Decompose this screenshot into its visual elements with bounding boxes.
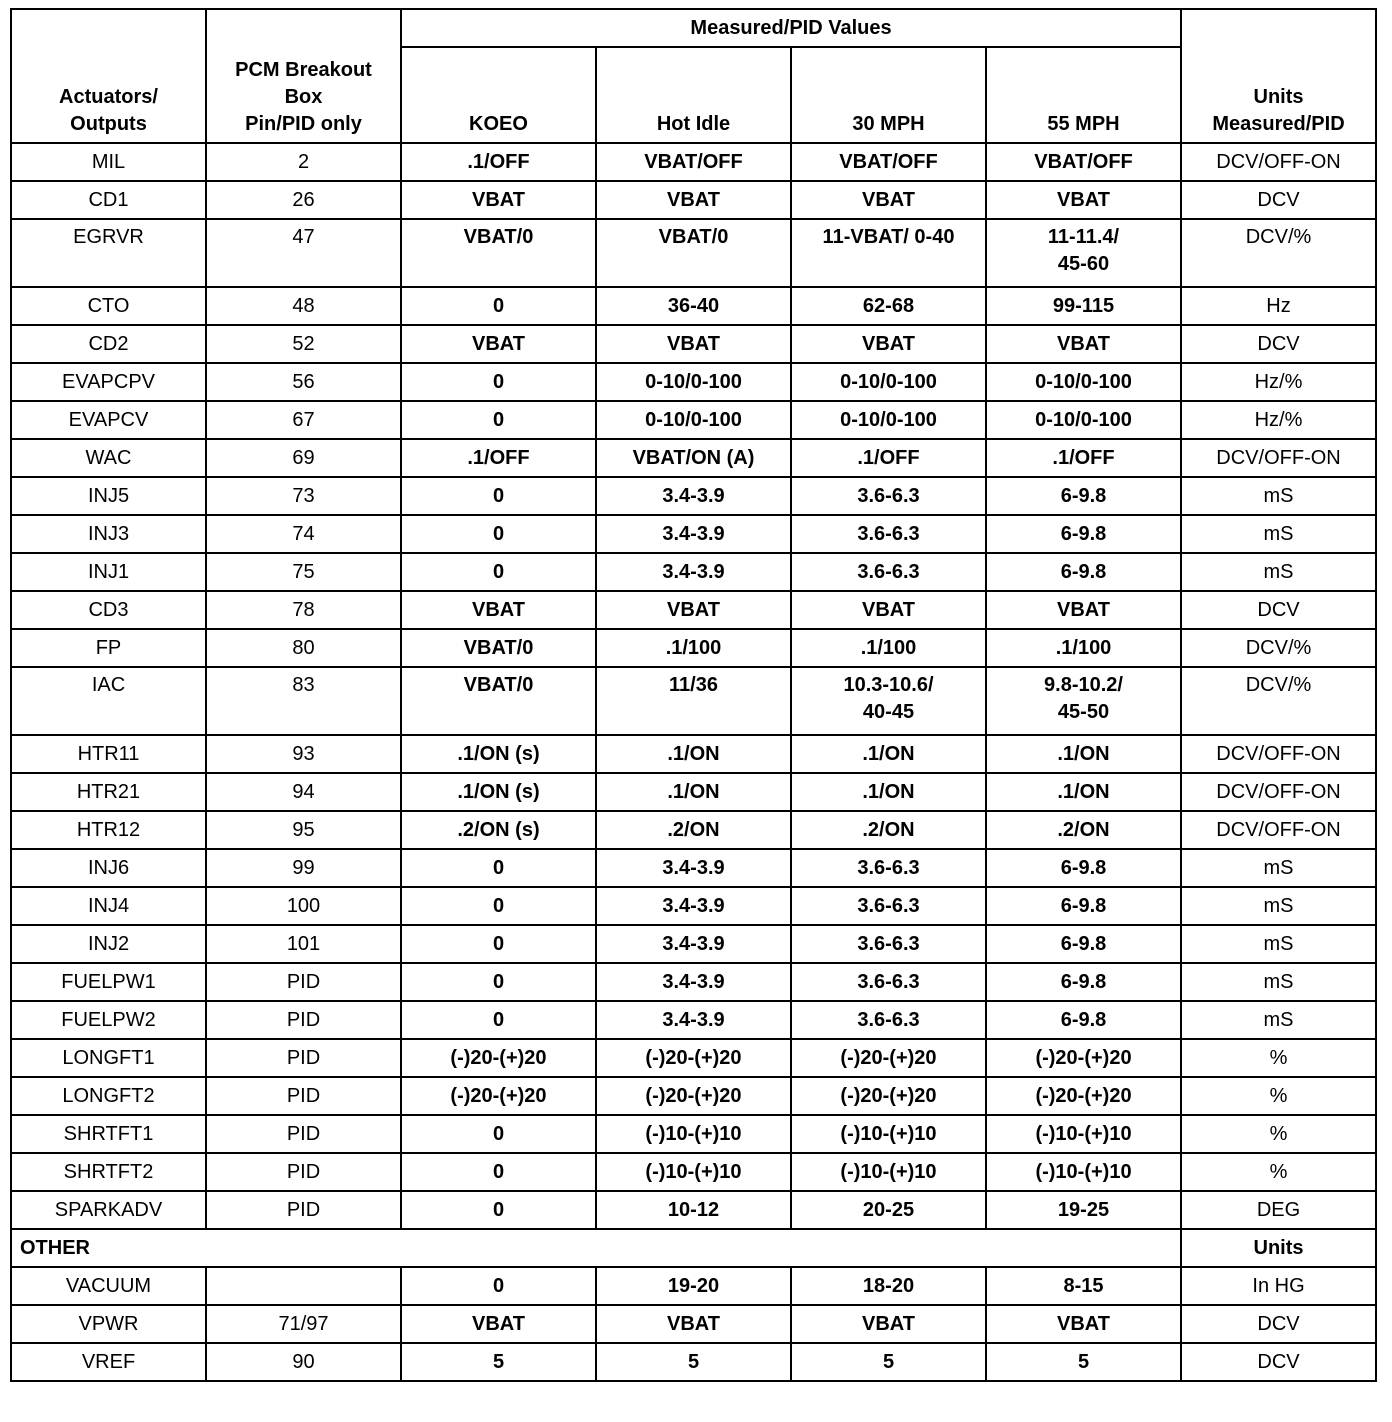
pcm-values-sheet (10, 8, 1375, 1382)
table-row (11, 515, 1376, 553)
actuator-name: CD1 (11, 181, 206, 219)
units-cell: DCV/OFF-ON (1181, 773, 1376, 811)
mph30-value: 3.6-6.3 (791, 553, 986, 591)
pin-cell: 69 (206, 439, 401, 477)
pin-cell: PID (206, 1039, 401, 1077)
table-row (11, 667, 1376, 735)
mph55-value: 8-15 (986, 1267, 1181, 1305)
actuator-name: CD3 (11, 591, 206, 629)
mph30-value: 10.3-10.6/ 40-45 (791, 667, 986, 735)
koeo-value: 0 (401, 849, 596, 887)
mph30-value: 3.6-6.3 (791, 963, 986, 1001)
actuator-name: FUELPW1 (11, 963, 206, 1001)
table-row (11, 1191, 1376, 1229)
hot-idle-value: 0-10/0-100 (596, 401, 791, 439)
mph55-value: 9.8-10.2/ 45-50 (986, 667, 1181, 735)
mph55-value: 6-9.8 (986, 963, 1181, 1001)
col-header-pcm-pin: PCM Breakout Box Pin/PID only (206, 9, 401, 143)
units-cell: DCV/OFF-ON (1181, 439, 1376, 477)
table-row (11, 1077, 1376, 1115)
pin-cell: 90 (206, 1343, 401, 1381)
table-row (11, 143, 1376, 181)
mph30-value: .1/OFF (791, 439, 986, 477)
units-cell: Hz/% (1181, 363, 1376, 401)
hot-idle-value: VBAT (596, 181, 791, 219)
table-row (11, 1039, 1376, 1077)
table-row (11, 363, 1376, 401)
table-row (11, 477, 1376, 515)
mph55-value: 0-10/0-100 (986, 401, 1181, 439)
mph30-value: (-)10-(+)10 (791, 1153, 986, 1191)
mph55-value: 6-9.8 (986, 1001, 1181, 1039)
pin-cell: PID (206, 963, 401, 1001)
mph55-value: 5 (986, 1343, 1181, 1381)
pin-cell: 94 (206, 773, 401, 811)
actuator-name: INJ5 (11, 477, 206, 515)
actuator-name: IAC (11, 667, 206, 735)
hot-idle-value: VBAT/0 (596, 219, 791, 287)
other-label: OTHER (11, 1229, 1181, 1267)
koeo-value: 0 (401, 477, 596, 515)
pin-cell (206, 1267, 401, 1305)
table-row (11, 1305, 1376, 1343)
units-cell: Hz/% (1181, 401, 1376, 439)
actuator-name: VACUUM (11, 1267, 206, 1305)
koeo-value: 0 (401, 553, 596, 591)
hot-idle-value: .1/ON (596, 735, 791, 773)
units-cell: mS (1181, 925, 1376, 963)
mph55-value: 6-9.8 (986, 477, 1181, 515)
mph55-value: 6-9.8 (986, 887, 1181, 925)
pin-cell: 2 (206, 143, 401, 181)
hot-idle-value: 3.4-3.9 (596, 925, 791, 963)
mph55-value: VBAT (986, 591, 1181, 629)
units-cell: In HG (1181, 1267, 1376, 1305)
units-cell: DCV/% (1181, 219, 1376, 287)
col-header-actuators: Actuators/ Outputs (11, 9, 206, 143)
hot-idle-value: 3.4-3.9 (596, 477, 791, 515)
other-section (11, 1229, 1376, 1381)
hot-idle-value: VBAT (596, 591, 791, 629)
col-header-hot-idle: Hot Idle (596, 47, 791, 143)
koeo-value: (-)20-(+)20 (401, 1077, 596, 1115)
table-row (11, 925, 1376, 963)
actuator-name: VREF (11, 1343, 206, 1381)
actuator-name: CD2 (11, 325, 206, 363)
koeo-value: VBAT (401, 325, 596, 363)
mph55-value: VBAT (986, 325, 1181, 363)
units-cell: DCV (1181, 181, 1376, 219)
pin-cell: 48 (206, 287, 401, 325)
koeo-value: 0 (401, 401, 596, 439)
actuator-name: SPARKADV (11, 1191, 206, 1229)
mph55-value: (-)10-(+)10 (986, 1153, 1181, 1191)
units-cell: mS (1181, 963, 1376, 1001)
hot-idle-value: .2/ON (596, 811, 791, 849)
mph55-value: (-)20-(+)20 (986, 1077, 1181, 1115)
hot-idle-value: (-)20-(+)20 (596, 1039, 791, 1077)
mph30-value: 3.6-6.3 (791, 477, 986, 515)
units-cell: DCV/% (1181, 667, 1376, 735)
hot-idle-value: (-)10-(+)10 (596, 1153, 791, 1191)
mph30-value: 20-25 (791, 1191, 986, 1229)
pin-cell: 99 (206, 849, 401, 887)
actuator-name: FUELPW2 (11, 1001, 206, 1039)
hot-idle-value: 5 (596, 1343, 791, 1381)
mph30-value: VBAT (791, 1305, 986, 1343)
mph55-value: VBAT (986, 181, 1181, 219)
actuator-name: EGRVR (11, 219, 206, 287)
actuator-name: CTO (11, 287, 206, 325)
units-cell: Hz (1181, 287, 1376, 325)
hot-idle-value: VBAT/OFF (596, 143, 791, 181)
pin-cell: PID (206, 1077, 401, 1115)
mph30-value: .1/100 (791, 629, 986, 667)
units-cell: mS (1181, 1001, 1376, 1039)
table-row (11, 1115, 1376, 1153)
actuator-name: INJ4 (11, 887, 206, 925)
hot-idle-value: 3.4-3.9 (596, 515, 791, 553)
mph55-value: .1/ON (986, 735, 1181, 773)
mph55-value: .1/100 (986, 629, 1181, 667)
mph30-value: 3.6-6.3 (791, 925, 986, 963)
koeo-value: VBAT/0 (401, 667, 596, 735)
mph30-value: VBAT (791, 591, 986, 629)
mph30-value: (-)20-(+)20 (791, 1077, 986, 1115)
actuator-name: HTR21 (11, 773, 206, 811)
col-header-55mph: 55 MPH (986, 47, 1181, 143)
table-row (11, 963, 1376, 1001)
pin-cell: 100 (206, 887, 401, 925)
hot-idle-value: VBAT (596, 325, 791, 363)
mph30-value: 11-VBAT/ 0-40 (791, 219, 986, 287)
mph30-value: (-)20-(+)20 (791, 1039, 986, 1077)
units-cell: DCV/% (1181, 629, 1376, 667)
units-cell: DCV/OFF-ON (1181, 811, 1376, 849)
actuator-name: INJ1 (11, 553, 206, 591)
pin-cell: PID (206, 1191, 401, 1229)
mph30-value: VBAT (791, 181, 986, 219)
pin-cell: 52 (206, 325, 401, 363)
units-cell: mS (1181, 515, 1376, 553)
col-header-koeo: KOEO (401, 47, 596, 143)
units-cell: % (1181, 1077, 1376, 1115)
mph55-value: (-)10-(+)10 (986, 1115, 1181, 1153)
actuator-name: SHRTFT2 (11, 1153, 206, 1191)
mph30-value: 5 (791, 1343, 986, 1381)
units-cell: DCV (1181, 325, 1376, 363)
actuator-name: HTR11 (11, 735, 206, 773)
koeo-value: 0 (401, 1191, 596, 1229)
table-row (11, 591, 1376, 629)
mph30-value: .1/ON (791, 773, 986, 811)
mph55-value: .1/OFF (986, 439, 1181, 477)
pin-cell: PID (206, 1153, 401, 1191)
mph55-value: 99-115 (986, 287, 1181, 325)
units-cell: % (1181, 1039, 1376, 1077)
pin-cell: 93 (206, 735, 401, 773)
units-cell: DCV (1181, 1305, 1376, 1343)
hot-idle-value: 11/36 (596, 667, 791, 735)
koeo-value: 0 (401, 515, 596, 553)
units-cell: DCV (1181, 1343, 1376, 1381)
table-row (11, 773, 1376, 811)
hot-idle-value: VBAT/ON (A) (596, 439, 791, 477)
koeo-value: 0 (401, 963, 596, 1001)
mph30-value: (-)10-(+)10 (791, 1115, 986, 1153)
units-cell: DCV/OFF-ON (1181, 143, 1376, 181)
koeo-value: VBAT/0 (401, 219, 596, 287)
hot-idle-value: .1/100 (596, 629, 791, 667)
mph55-value: 6-9.8 (986, 849, 1181, 887)
hot-idle-value: 10-12 (596, 1191, 791, 1229)
mph55-value: VBAT (986, 1305, 1181, 1343)
hot-idle-value: 36-40 (596, 287, 791, 325)
mph55-value: .2/ON (986, 811, 1181, 849)
table-row (11, 287, 1376, 325)
hot-idle-value: (-)10-(+)10 (596, 1115, 791, 1153)
koeo-value: (-)20-(+)20 (401, 1039, 596, 1077)
mph30-value: 18-20 (791, 1267, 986, 1305)
units-cell: DCV/OFF-ON (1181, 735, 1376, 773)
koeo-value: VBAT (401, 591, 596, 629)
koeo-value: VBAT (401, 1305, 596, 1343)
koeo-value: 0 (401, 887, 596, 925)
koeo-value: VBAT (401, 181, 596, 219)
mph55-value: 0-10/0-100 (986, 363, 1181, 401)
units-cell: mS (1181, 477, 1376, 515)
mph55-value: 6-9.8 (986, 925, 1181, 963)
pid-values-table (10, 8, 1377, 1382)
other-units-label: Units (1181, 1229, 1376, 1267)
pin-cell: 83 (206, 667, 401, 735)
col-header-units: Units Measured/PID (1181, 9, 1376, 143)
table-row (11, 181, 1376, 219)
mph30-value: 62-68 (791, 287, 986, 325)
mph55-value: 19-25 (986, 1191, 1181, 1229)
mph30-value: 3.6-6.3 (791, 849, 986, 887)
actuator-name: EVAPCV (11, 401, 206, 439)
mph55-value: (-)20-(+)20 (986, 1039, 1181, 1077)
table-row (11, 811, 1376, 849)
table-row (11, 887, 1376, 925)
koeo-value: 5 (401, 1343, 596, 1381)
actuator-name: WAC (11, 439, 206, 477)
units-cell: % (1181, 1115, 1376, 1153)
pin-cell: PID (206, 1001, 401, 1039)
hot-idle-value: 3.4-3.9 (596, 553, 791, 591)
koeo-value: 0 (401, 1267, 596, 1305)
hot-idle-value: (-)20-(+)20 (596, 1077, 791, 1115)
mph30-value: 3.6-6.3 (791, 1001, 986, 1039)
koeo-value: 0 (401, 363, 596, 401)
table-row (11, 849, 1376, 887)
mph30-value: VBAT (791, 325, 986, 363)
hot-idle-value: VBAT (596, 1305, 791, 1343)
actuator-name: INJ3 (11, 515, 206, 553)
table-row (11, 219, 1376, 287)
table-row (11, 1267, 1376, 1305)
units-cell: DEG (1181, 1191, 1376, 1229)
koeo-value: .1/ON (s) (401, 735, 596, 773)
actuator-name: INJ2 (11, 925, 206, 963)
actuator-name: LONGFT1 (11, 1039, 206, 1077)
koeo-value: .1/OFF (401, 439, 596, 477)
mph30-value: 3.6-6.3 (791, 515, 986, 553)
mph55-value: .1/ON (986, 773, 1181, 811)
hot-idle-value: 3.4-3.9 (596, 849, 791, 887)
koeo-value: 0 (401, 1115, 596, 1153)
mph30-value: 3.6-6.3 (791, 887, 986, 925)
mph30-value: VBAT/OFF (791, 143, 986, 181)
pin-cell: 75 (206, 553, 401, 591)
actuator-name: MIL (11, 143, 206, 181)
pin-cell: 95 (206, 811, 401, 849)
table-row (11, 1153, 1376, 1191)
actuator-name: INJ6 (11, 849, 206, 887)
table-body (11, 143, 1376, 1229)
actuator-name: VPWR (11, 1305, 206, 1343)
koeo-value: 0 (401, 287, 596, 325)
other-section-header (11, 1229, 1376, 1267)
actuator-name: FP (11, 629, 206, 667)
actuator-name: HTR12 (11, 811, 206, 849)
koeo-value: 0 (401, 925, 596, 963)
group-header-measured: Measured/PID Values (401, 9, 1181, 47)
table-row (11, 439, 1376, 477)
koeo-value: .2/ON (s) (401, 811, 596, 849)
table-header (11, 9, 1376, 143)
mph30-value: .1/ON (791, 735, 986, 773)
mph30-value: .2/ON (791, 811, 986, 849)
koeo-value: 0 (401, 1001, 596, 1039)
koeo-value: .1/ON (s) (401, 773, 596, 811)
units-cell: mS (1181, 849, 1376, 887)
mph55-value: 11-11.4/ 45-60 (986, 219, 1181, 287)
table-row (11, 735, 1376, 773)
pin-cell: 67 (206, 401, 401, 439)
units-cell: mS (1181, 553, 1376, 591)
hot-idle-value: 3.4-3.9 (596, 887, 791, 925)
units-cell: % (1181, 1153, 1376, 1191)
units-cell: DCV (1181, 591, 1376, 629)
koeo-value: .1/OFF (401, 143, 596, 181)
mph55-value: 6-9.8 (986, 553, 1181, 591)
mph55-value: 6-9.8 (986, 515, 1181, 553)
actuator-name: LONGFT2 (11, 1077, 206, 1115)
pin-cell: 101 (206, 925, 401, 963)
hot-idle-value: 0-10/0-100 (596, 363, 791, 401)
koeo-value: 0 (401, 1153, 596, 1191)
units-cell: mS (1181, 887, 1376, 925)
table-row (11, 1343, 1376, 1381)
pin-cell: 56 (206, 363, 401, 401)
actuator-name: SHRTFT1 (11, 1115, 206, 1153)
table-row (11, 401, 1376, 439)
pin-cell: 73 (206, 477, 401, 515)
pin-cell: 78 (206, 591, 401, 629)
hot-idle-value: 3.4-3.9 (596, 963, 791, 1001)
table-row (11, 1001, 1376, 1039)
mph30-value: 0-10/0-100 (791, 363, 986, 401)
hot-idle-value: 19-20 (596, 1267, 791, 1305)
table-row (11, 629, 1376, 667)
table-row (11, 325, 1376, 363)
mph30-value: 0-10/0-100 (791, 401, 986, 439)
hot-idle-value: .1/ON (596, 773, 791, 811)
mph55-value: VBAT/OFF (986, 143, 1181, 181)
pin-cell: PID (206, 1115, 401, 1153)
table-row (11, 553, 1376, 591)
pin-cell: 71/97 (206, 1305, 401, 1343)
actuator-name: EVAPCPV (11, 363, 206, 401)
pin-cell: 26 (206, 181, 401, 219)
pin-cell: 74 (206, 515, 401, 553)
hot-idle-value: 3.4-3.9 (596, 1001, 791, 1039)
col-header-30mph: 30 MPH (791, 47, 986, 143)
pin-cell: 47 (206, 219, 401, 287)
koeo-value: VBAT/0 (401, 629, 596, 667)
pin-cell: 80 (206, 629, 401, 667)
